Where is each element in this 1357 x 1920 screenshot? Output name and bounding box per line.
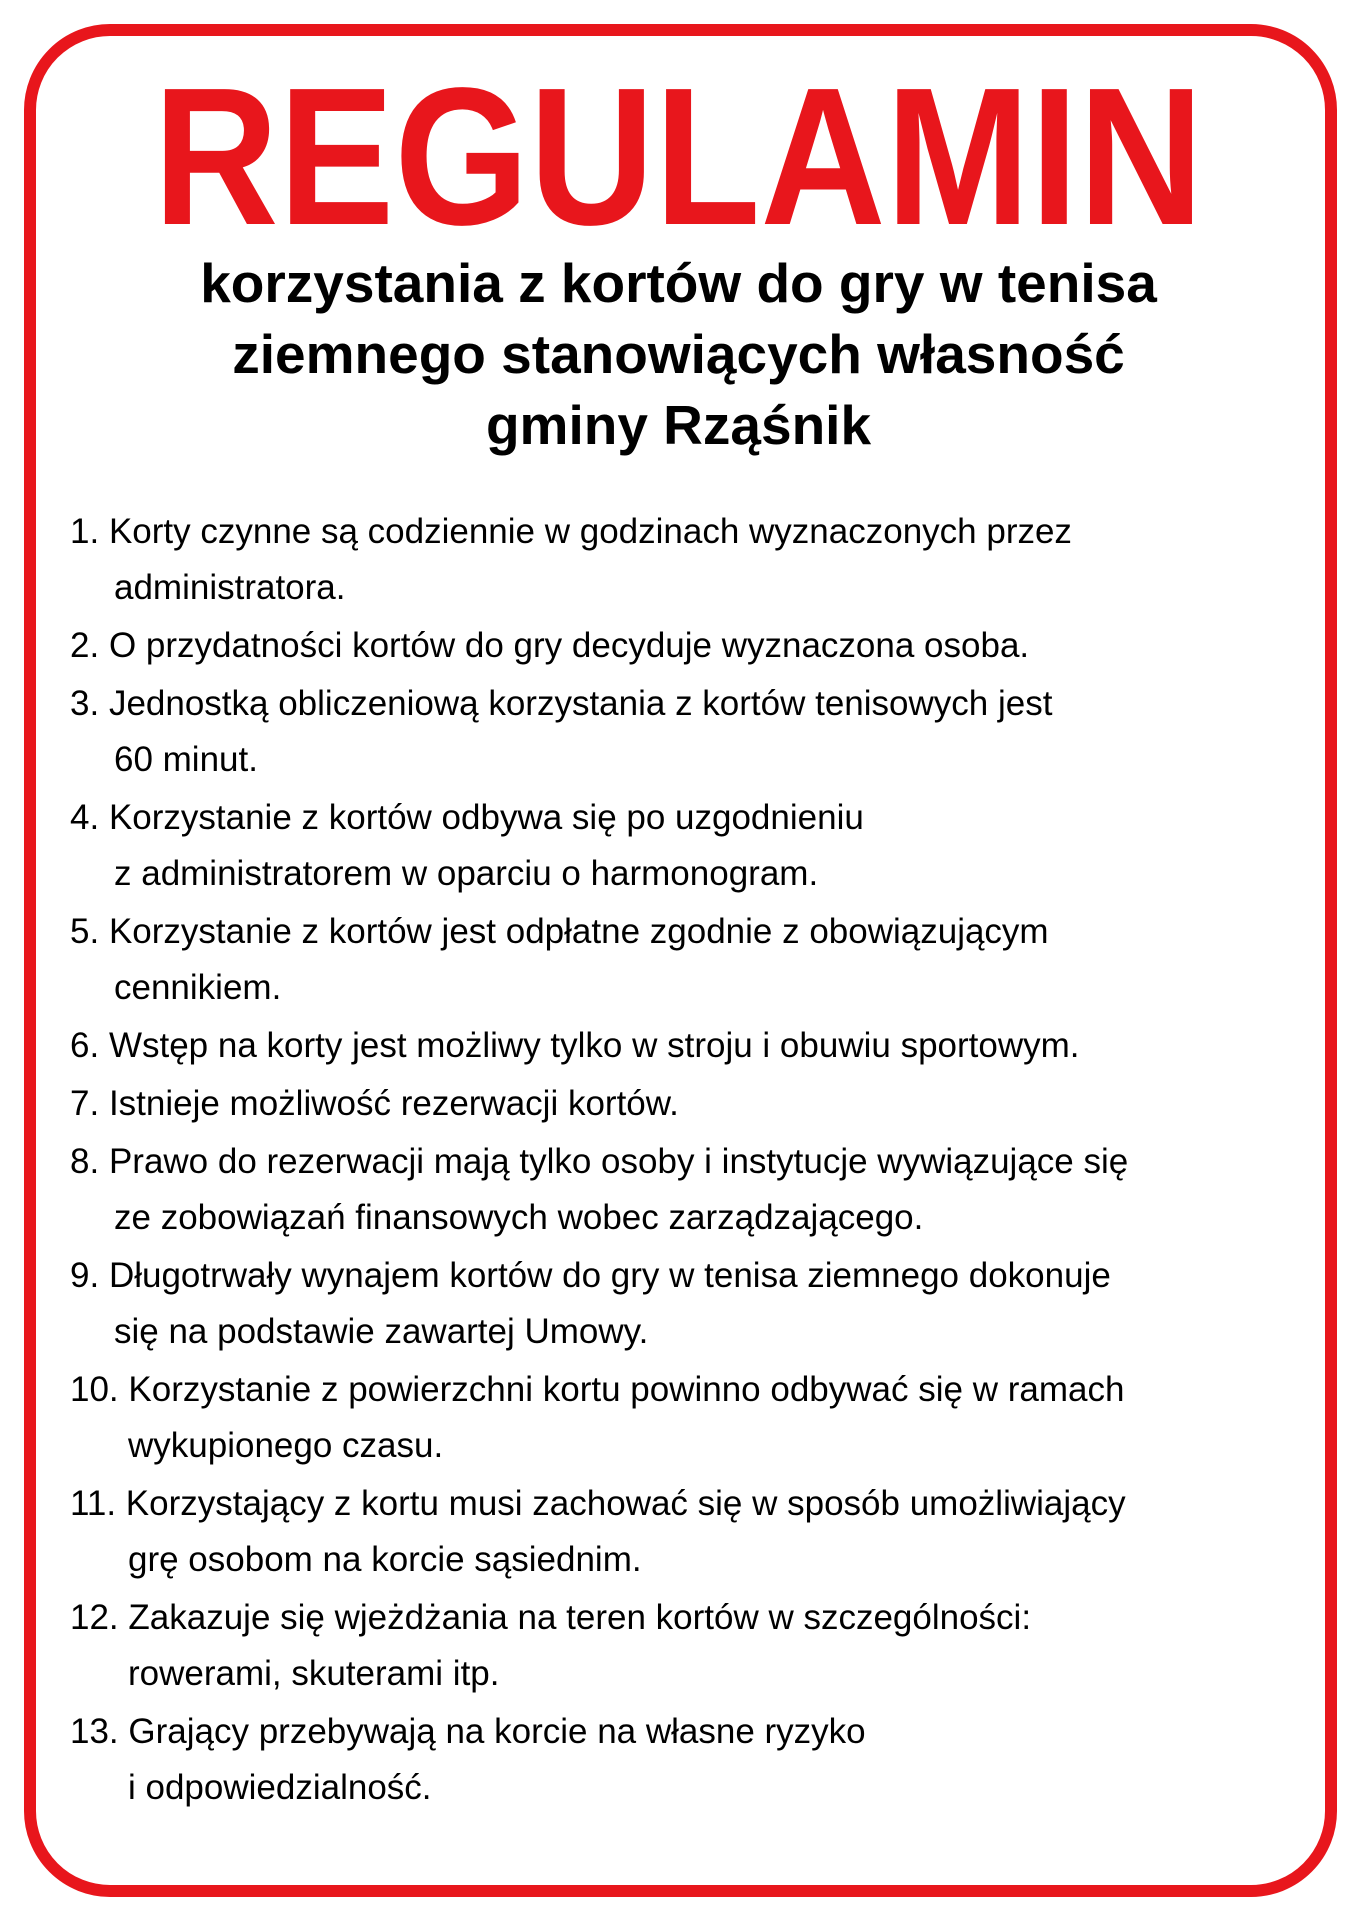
rule-text: Wstęp na korty jest możliwy tylko w stroju i obuwiu sportowym.: [108, 1026, 1080, 1065]
rule-line: [70, 1248, 1340, 1304]
rule-number: 8.: [70, 1142, 100, 1181]
rule-line: [70, 1018, 1340, 1074]
rule-number: 11.: [70, 1484, 117, 1523]
rule-text: Długotrwały wynajem kortów do gry w tenisa ziemnego dokonuje: [108, 1256, 1111, 1295]
rule-item-5: [70, 904, 1340, 1016]
rule-text: Jednostką obliczeniową korzystania z kortów tenisowych jest: [108, 684, 1053, 723]
rule-text: z administratorem w oparciu o harmonogram.: [114, 854, 819, 893]
rule-text: O przydatności kortów do gry decyduje wyznaczona osoba.: [108, 626, 1030, 665]
rule-line-continuation: [70, 1418, 1340, 1474]
rule-line-continuation: [70, 1760, 1340, 1816]
rule-number: 10.: [70, 1370, 119, 1409]
rule-text: Prawo do rezerwacji mają tylko osoby i instytucje wywiązujące się: [108, 1142, 1129, 1181]
rule-text: Korty czynne są codziennie w godzinach wyznaczonych przez: [108, 512, 1072, 551]
page-title: REGULAMIN: [153, 47, 1204, 266]
rule-line-continuation: [70, 560, 1340, 616]
rule-line: [70, 1590, 1340, 1646]
rule-line: [70, 790, 1340, 846]
rule-number: 5.: [70, 912, 100, 951]
rule-number: 9.: [70, 1256, 100, 1295]
subtitle-line-3: gminy Rząśnik: [485, 394, 872, 456]
rule-line: [70, 1362, 1340, 1418]
rule-line-continuation: [70, 1532, 1340, 1588]
rule-text: Korzystający z kortu musi zachować się w sposób umożliwiający: [125, 1484, 1126, 1523]
rule-line: [70, 1704, 1340, 1760]
rule-line: [70, 904, 1340, 960]
rule-item-13: [70, 1704, 1340, 1816]
rule-item-8: [70, 1134, 1340, 1246]
rule-line-continuation: [70, 1304, 1340, 1360]
rule-line-continuation: [70, 846, 1340, 902]
rule-line-continuation: [70, 1190, 1340, 1246]
rule-item-6: [70, 1018, 1340, 1074]
rule-text: 60 minut.: [114, 740, 258, 779]
rule-number: 12.: [70, 1598, 119, 1637]
rule-text: wykupionego czasu.: [128, 1426, 444, 1465]
rule-item-9: [70, 1248, 1340, 1360]
rule-line-continuation: [70, 960, 1340, 1016]
rules-list: [70, 504, 1340, 1818]
rule-item-2: [70, 618, 1340, 674]
rule-item-12: [70, 1590, 1340, 1702]
rule-number: 3.: [70, 684, 100, 723]
rule-number: 13.: [70, 1712, 119, 1751]
subtitle-line-2: ziemnego stanowiących własność: [232, 323, 1125, 385]
rule-number: 1.: [70, 512, 100, 551]
rule-text: administratora.: [114, 568, 346, 607]
rule-text: się na podstawie zawartej Umowy.: [114, 1312, 649, 1351]
page-subtitle: [0, 248, 1357, 461]
rule-item-11: [70, 1476, 1340, 1588]
rule-line: [70, 618, 1340, 674]
rule-number: 6.: [70, 1026, 100, 1065]
rule-text: grę osobom na korcie sąsiednim.: [128, 1540, 642, 1579]
rule-item-4: [70, 790, 1340, 902]
rule-text: Korzystanie z kortów odbywa się po uzgodnieniu: [108, 798, 864, 837]
rule-item-10: [70, 1362, 1340, 1474]
rule-line-continuation: [70, 1646, 1340, 1702]
rule-line: [70, 1476, 1340, 1532]
rule-text: Zakazuje się wjeżdżania na teren kortów w szczególności:: [128, 1598, 1032, 1637]
rule-number: 2.: [70, 626, 100, 665]
rule-line: [70, 504, 1340, 560]
rule-text: Grający przebywają na korcie na własne ryzyko: [128, 1712, 866, 1751]
subtitle-line-1: korzystania z kortów do gry w tenisa: [200, 252, 1157, 314]
rule-line: [70, 1076, 1340, 1132]
rule-text: Korzystanie z powierzchni kortu powinno odbywać się w ramach: [128, 1370, 1125, 1409]
rule-text: Istnieje możliwość rezerwacji kortów.: [108, 1084, 679, 1123]
rule-text: ze zobowiązań finansowych wobec zarządzającego.: [114, 1198, 924, 1237]
rule-item-3: [70, 676, 1340, 788]
rule-text: cennikiem.: [114, 968, 282, 1007]
rule-line: [70, 1134, 1340, 1190]
rule-number: 7.: [70, 1084, 100, 1123]
rule-item-1: [70, 504, 1340, 616]
rule-line: [70, 676, 1340, 732]
rule-text: i odpowiedzialność.: [128, 1768, 432, 1807]
rule-line-continuation: [70, 732, 1340, 788]
rule-number: 4.: [70, 798, 100, 837]
rule-item-7: [70, 1076, 1340, 1132]
rule-text: rowerami, skuterami itp.: [128, 1654, 500, 1693]
rule-text: Korzystanie z kortów jest odpłatne zgodnie z obowiązującym: [108, 912, 1049, 951]
